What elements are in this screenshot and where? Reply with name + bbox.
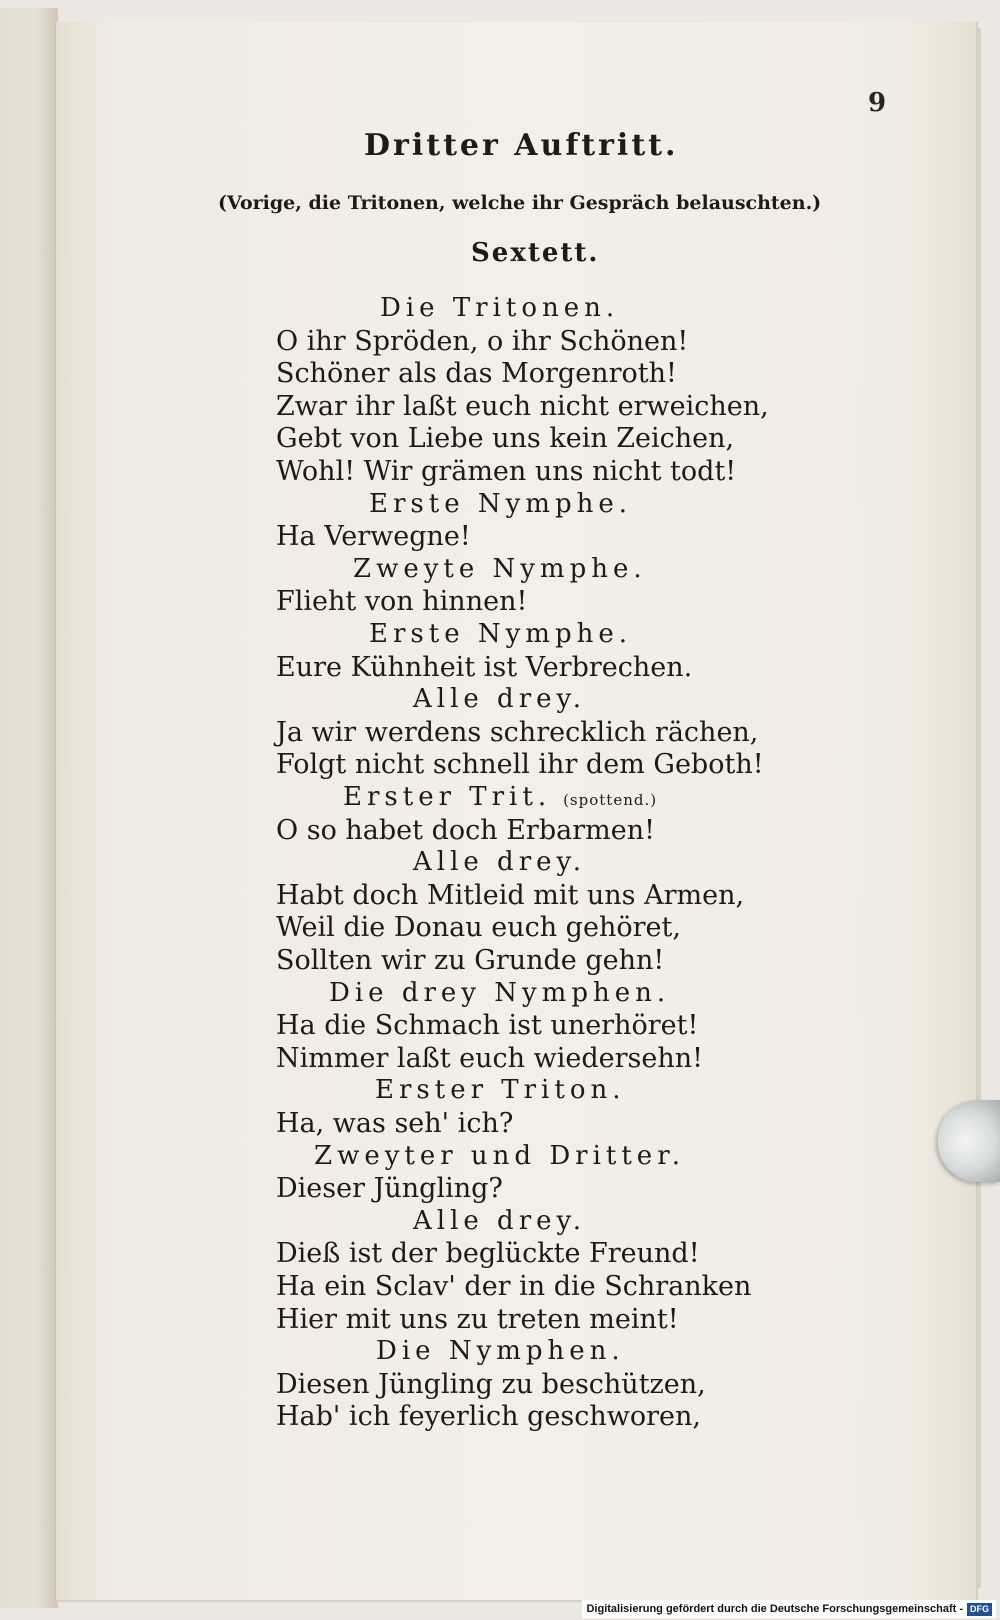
verse-line (276, 1271, 751, 1302)
verse-line (276, 880, 744, 911)
speaker-text: Erste Nymphe. (369, 619, 632, 649)
verse-text: Ha Verwegne! (276, 521, 471, 553)
speaker-name (329, 978, 670, 1008)
verse-text: Ja wir werdens schrecklich rächen, (276, 716, 759, 748)
verse-text: Gebt von Liebe uns kein Zeichen, (276, 423, 735, 455)
verse-line (276, 391, 769, 422)
verse-text: Schöner als das Morgenroth! (276, 358, 677, 390)
speaker-name (369, 619, 632, 649)
book-gutter (0, 8, 58, 1608)
speaker-name (314, 1141, 685, 1171)
verse-text: Flieht von hinnen! (276, 586, 528, 618)
verse-text: Dieser Jüngling? (276, 1173, 503, 1205)
speaker-name (413, 684, 586, 714)
verse-line (276, 521, 471, 552)
speaker-text: Zweyte Nymphe. (353, 553, 647, 584)
speaker-text: Alle drey. (413, 684, 587, 715)
speaker-text: Die drey Nymphen. (329, 977, 671, 1008)
verse-text: Zwar ihr laßt euch nicht erweichen, (276, 390, 769, 422)
footer-text: Digitalisierung gefördert durch die Deutsche Forschungsgemeinschaft - (586, 1603, 963, 1615)
verse-line (276, 912, 681, 943)
speaker-text: Erster Trit. (343, 782, 552, 812)
speaker-name (413, 847, 586, 877)
dfg-logo: DFG (967, 1603, 992, 1616)
verse-line (276, 652, 692, 683)
verse-text: Diesen Jüngling zu beschützen, (276, 1368, 706, 1400)
speaker-name (369, 489, 632, 519)
stage-note: (spottend.) (563, 791, 658, 809)
scene-title: Dritter Auftritt. (364, 128, 679, 163)
verse-text: Hier mit uns zu treten meint! (276, 1303, 679, 1335)
speaker-name (343, 782, 657, 812)
verse-line (276, 1108, 513, 1139)
speaker-text: Zweyter und Dritter. (314, 1140, 686, 1171)
verse-line (276, 1173, 503, 1204)
verse-text: Hab' ich feyerlich geschworen, (276, 1401, 701, 1433)
verse-text: Habt doch Mitleid mit uns Armen, (276, 879, 745, 911)
verse-text: O ihr Spröden, o ihr Schönen! (276, 325, 689, 357)
footer-credit (582, 1600, 996, 1618)
verse-line (276, 1369, 706, 1400)
verse-text: Nimmer laßt euch wiedersehn! (276, 1042, 703, 1074)
speaker-name (376, 1336, 625, 1366)
speaker-name (375, 1075, 625, 1105)
verse-line (276, 326, 688, 357)
speaker-text: Erster Triton. (375, 1075, 626, 1106)
verse-text: O so habet doch Erbarmen! (276, 814, 655, 846)
speaker-name (380, 293, 619, 323)
verse-text: Wohl! Wir grämen uns nicht todt! (276, 456, 737, 487)
speaker-text: Erste Nymphe. (369, 488, 632, 519)
verse-line (276, 1043, 703, 1074)
verse-line (276, 945, 664, 976)
speaker-text: Alle drey. (413, 1205, 587, 1236)
verse-line (276, 358, 677, 389)
speaker-text: Alle drey. (413, 847, 587, 878)
verse-text: Folgt nicht schnell ihr dem Geboth! (276, 749, 764, 781)
verse-line (276, 1304, 679, 1335)
verse-line (276, 586, 527, 617)
verse-line (276, 815, 655, 846)
verse-line (276, 456, 736, 487)
verse-text: Ha die Schmach ist unerhöret! (276, 1010, 699, 1042)
verse-text: Ha ein Sclav' der in die Schranken (276, 1271, 752, 1302)
verse-text: Eure Kühnheit ist Verbrechen. (276, 651, 693, 683)
form-heading: Sextett. (471, 238, 600, 268)
page-number: 9 (868, 88, 887, 118)
verse-line (276, 423, 734, 454)
verse-line (276, 717, 758, 748)
speaker-name (413, 1206, 586, 1236)
speaker-text: Die Tritonen. (380, 293, 620, 323)
verse-text: Ha, was seh' ich? (276, 1108, 514, 1139)
verse-text: Dieß ist der beglückte Freund! (276, 1238, 700, 1270)
verse-line (276, 1401, 701, 1432)
verse-line (276, 1238, 700, 1269)
verse-line (276, 1010, 698, 1041)
speaker-text: Die Nymphen. (376, 1336, 625, 1367)
verse-text: Sollten wir zu Grunde gehn! (276, 945, 665, 976)
stage-direction: (Vorige, die Tritonen, welche ihr Gespräch belauschten.) (218, 192, 822, 214)
verse-text: Weil die Donau euch gehöret, (276, 912, 681, 944)
verse-line (276, 749, 764, 780)
speaker-name (353, 554, 647, 584)
